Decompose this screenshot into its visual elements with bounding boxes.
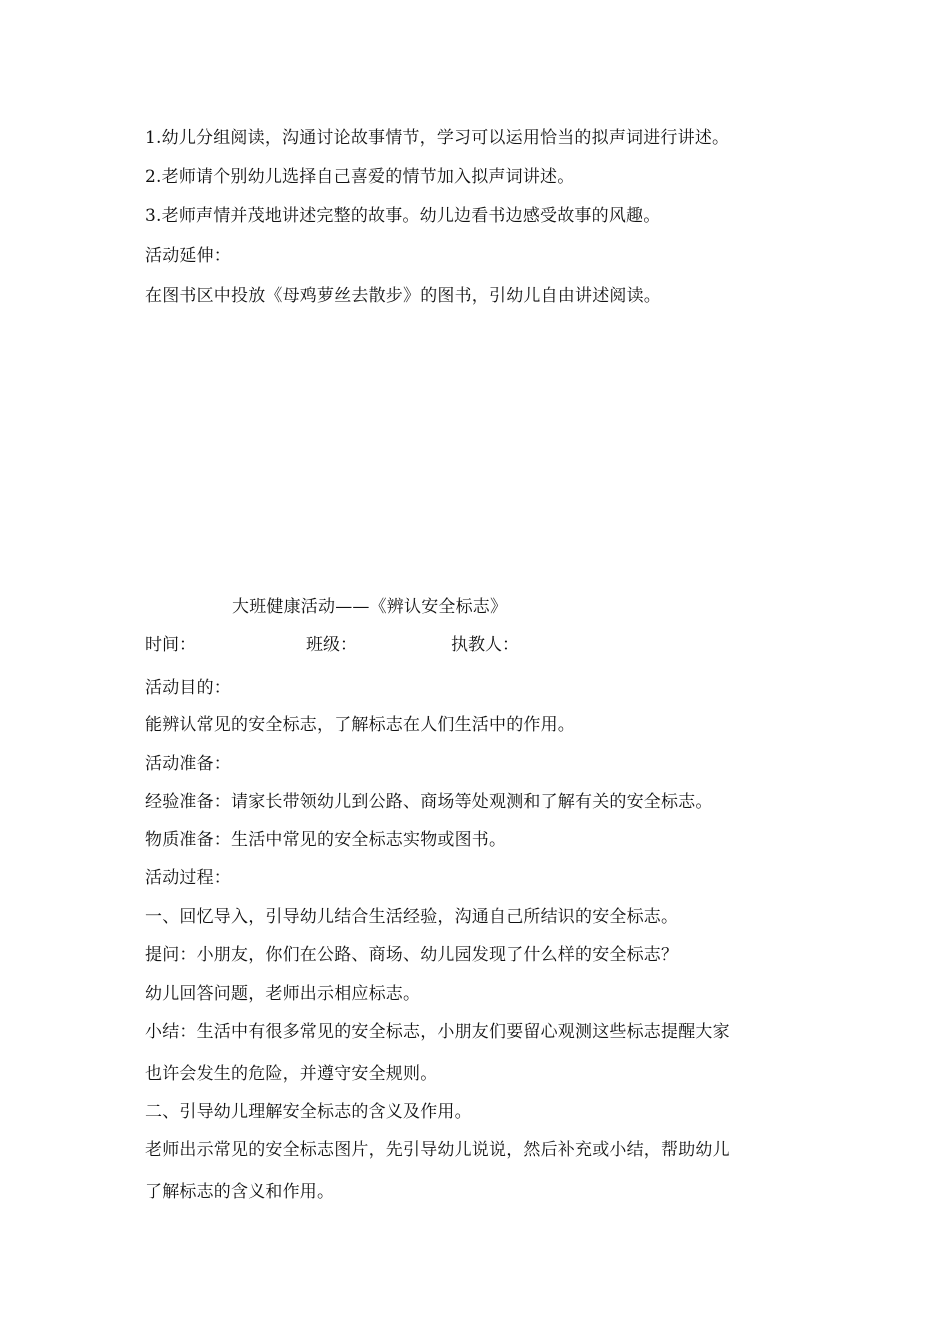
paragraph-line: 物质准备：生活中常见的安全标志实物或图书。 xyxy=(145,830,507,850)
paragraph-line: 经验准备：请家长带领幼儿到公路、商场等处观测和了解有关的安全标志。 xyxy=(145,792,713,812)
section-heading: 活动目的： xyxy=(145,678,231,698)
paragraph-line: 二、引导幼儿理解安全标志的含义及作用。 xyxy=(145,1102,472,1122)
paragraph-line: 1.幼儿分组阅读，沟通讨论故事情节，学习可以运用恰当的拟声词进行讲述。 xyxy=(145,128,730,148)
lesson-title: 大班健康活动——《辨认安全标志》 xyxy=(232,597,508,617)
paragraph-line: 老师出示常见的安全标志图片，先引导幼儿说说，然后补充或小结，帮助幼儿 xyxy=(145,1140,730,1160)
section-heading: 活动准备： xyxy=(145,754,231,774)
teacher-label: 执教人： xyxy=(451,635,519,655)
paragraph-line: 在图书区中投放《母鸡萝丝去散步》的图书，引幼儿自由讲述阅读。 xyxy=(145,286,661,306)
paragraph-line: 2.老师请个别幼儿选择自己喜爱的情节加入拟声词讲述。 xyxy=(145,167,575,187)
paragraph-line: 能辨认常见的安全标志，了解标志在人们生活中的作用。 xyxy=(145,715,575,735)
paragraph-line: 了解标志的含义和作用。 xyxy=(145,1182,335,1202)
lesson-info-row xyxy=(145,634,645,658)
paragraph-line: 提问：小朋友，你们在公路、商场、幼儿园发现了什么样的安全标志？ xyxy=(145,945,679,965)
time-label: 时间： xyxy=(145,635,196,655)
paragraph-line: 一、回忆导入，引导幼儿结合生活经验，沟通自己所结识的安全标志。 xyxy=(145,907,679,927)
paragraph-line: 幼儿回答问题，老师出示相应标志。 xyxy=(145,984,421,1004)
section-heading: 活动延伸： xyxy=(145,246,231,266)
class-label: 班级： xyxy=(306,635,357,655)
paragraph-line: 3.老师声情并茂地讲述完整的故事。幼儿边看书边感受故事的风趣。 xyxy=(145,206,661,226)
paragraph-line: 小结：生活中有很多常见的安全标志，小朋友们要留心观测这些标志提醒大家 xyxy=(145,1022,730,1042)
section-heading: 活动过程： xyxy=(145,868,231,888)
paragraph-line: 也许会发生的危险，并遵守安全规则。 xyxy=(145,1064,438,1084)
